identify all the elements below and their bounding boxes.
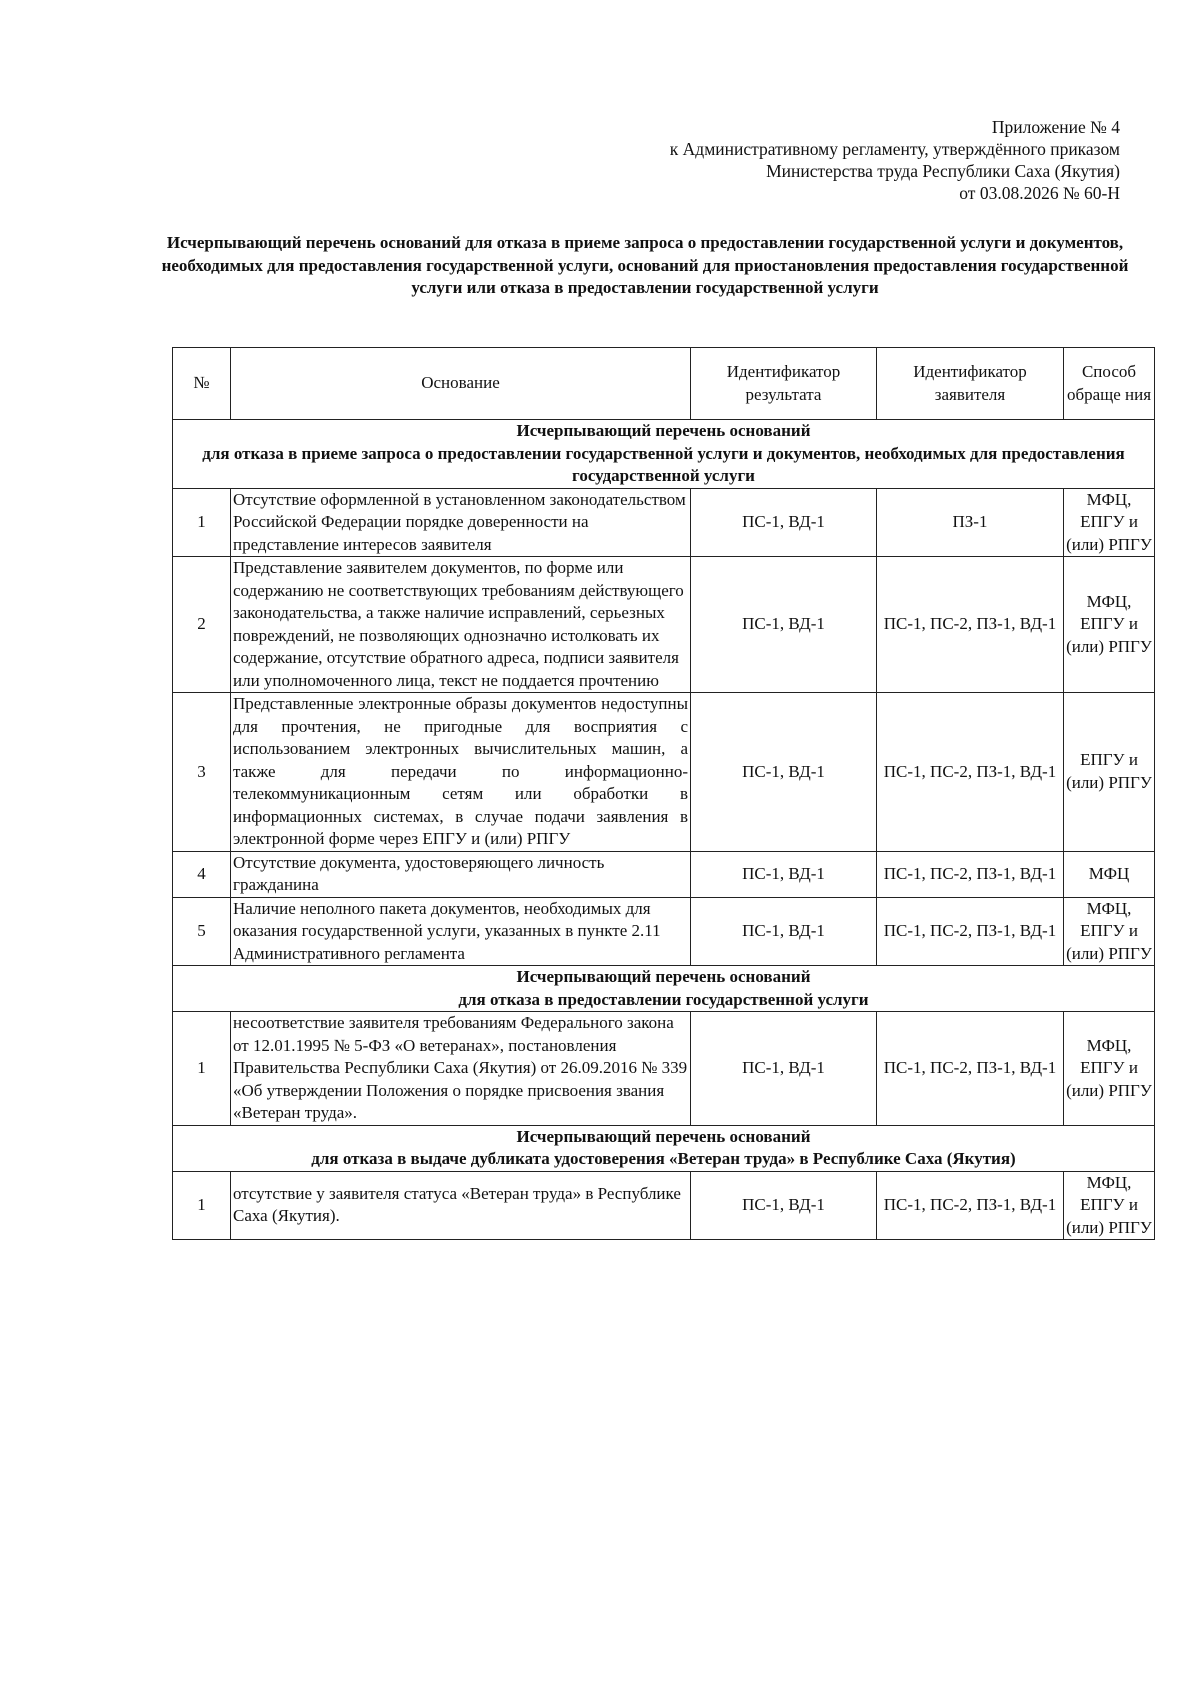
row-basis: отсутствие у заявителя статуса «Ветеран труда» в Республике Саха (Якутия). (231, 1171, 691, 1240)
section-heading-row (173, 420, 1155, 489)
section-heading-subline: для отказа в предоставлении государственной услуги (458, 989, 869, 1009)
row-basis: Наличие неполного пакета документов, необходимых для оказания государственной услуги, указанных в пункте 2.11 Административного регламента (231, 897, 691, 966)
row-result-id: ПС-1, ВД-1 (691, 897, 877, 966)
section-heading-line: Исчерпывающий перечень оснований (516, 1126, 811, 1146)
section-heading-subline: для отказа в приеме запроса о предоставлении государственной услуги и документов, необходимых для предоставления государственной услуги (202, 443, 1125, 485)
header-result-id: Идентификатор результата (691, 348, 877, 420)
section-heading (173, 1125, 1155, 1171)
appendix-date: от 03.08.2026 № 60-Н (959, 183, 1120, 203)
row-applicant-id: ПС-1, ПС-2, ПЗ-1, ВД-1 (877, 1171, 1064, 1240)
row-method: МФЦ, ЕПГУ и (или) РПГУ (1064, 897, 1155, 966)
row-method: МФЦ, ЕПГУ и (или) РПГУ (1064, 1012, 1155, 1126)
row-result-id: ПС-1, ВД-1 (691, 1171, 877, 1240)
row-applicant-id: ПС-1, ПС-2, ПЗ-1, ВД-1 (877, 693, 1064, 852)
row-num: 3 (173, 693, 231, 852)
row-result-id: ПС-1, ВД-1 (691, 557, 877, 693)
table-row (173, 693, 1155, 852)
row-applicant-id: ПС-1, ПС-2, ПЗ-1, ВД-1 (877, 897, 1064, 966)
row-result-id: ПС-1, ВД-1 (691, 488, 877, 557)
row-method: МФЦ, ЕПГУ и (или) РПГУ (1064, 557, 1155, 693)
table-row (173, 897, 1155, 966)
appendix-number: Приложение № 4 (991, 117, 1120, 137)
section-heading-line: Исчерпывающий перечень оснований (516, 967, 811, 986)
appendix-regulation: к Административному регламенту, утверждённого приказом (669, 139, 1120, 159)
row-method: ЕПГУ и (или) РПГУ (1064, 693, 1155, 852)
row-num: 4 (173, 851, 231, 897)
row-result-id: ПС-1, ВД-1 (691, 851, 877, 897)
row-basis: Отсутствие оформленной в установленном законодательством Российской Федерации порядке доверенности на представление интересов заявителя (231, 488, 691, 557)
header-num: № (173, 348, 231, 420)
appendix-ministry: Министерства труда Республики Саха (Якутия) (766, 161, 1120, 181)
row-method: МФЦ, ЕПГУ и (или) РПГУ (1064, 1171, 1155, 1240)
table-row (173, 851, 1155, 897)
row-method: МФЦ, ЕПГУ и (или) РПГУ (1064, 488, 1155, 557)
appendix-header (670, 116, 1120, 204)
header-basis: Основание (231, 348, 691, 420)
header-applicant-id: Идентификатор заявителя (877, 348, 1064, 420)
section-heading-subline: для отказа в выдаче дубликата удостоверения «Ветеран труда» в Республике Саха (Якутия) (311, 1149, 1016, 1168)
table-row (173, 1171, 1155, 1240)
row-applicant-id: ПС-1, ПС-2, ПЗ-1, ВД-1 (877, 1012, 1064, 1126)
table-row (173, 557, 1155, 693)
row-basis: Представление заявителем документов, по форме или содержанию не соответствующих требованиям действующего законодательства, а также наличие исправлений, серьезных повреждений, не позволяющих однозначно истолковать их содержание, отсутствие обратного адреса, подписи заявителя или уполномоченного лица, текст не поддается прочтению (231, 557, 691, 693)
row-basis: Представленные электронные образы документов недоступны для прочтения, не пригодные для восприятия с использованием электронных вычислительных машин, а также для передачи по информационно-телекоммуникационным сетям или обработки в информационных системах, в случае подачи заявления в электронной форме через ЕПГУ и (или) РПГУ (231, 693, 691, 852)
row-num: 1 (173, 488, 231, 557)
header-method: Способ обраще ния (1064, 348, 1155, 420)
row-applicant-id: ПС-1, ПС-2, ПЗ-1, ВД-1 (877, 557, 1064, 693)
row-result-id: ПС-1, ВД-1 (691, 693, 877, 852)
table-row (173, 1012, 1155, 1126)
row-num: 1 (173, 1012, 231, 1126)
table-header-row (173, 348, 1155, 420)
row-num: 1 (173, 1171, 231, 1240)
section-heading-line: Исчерпывающий перечень оснований (516, 421, 811, 440)
row-result-id: ПС-1, ВД-1 (691, 1012, 877, 1126)
section-heading (173, 420, 1155, 489)
row-basis: несоответствие заявителя требованиям Федерального закона от 12.01.1995 № 5-ФЗ «О ветеранах», постановления Правительства Республики Саха (Якутия) от 26.09.2016 № 339 «Об утверждении Положения о порядке присвоения звания «Ветеран труда». (231, 1012, 691, 1126)
section-heading (173, 966, 1155, 1012)
section-heading-row (173, 966, 1155, 1012)
grounds-table (172, 347, 1155, 1240)
row-applicant-id: ПС-1, ПС-2, ПЗ-1, ВД-1 (877, 851, 1064, 897)
row-applicant-id: ПЗ-1 (877, 488, 1064, 557)
document-title: Исчерпывающий перечень оснований для отказа в приеме запроса о предоставлении государственной услуги и документов, необходимых для предоставления государственной услуги, оснований для приостановления предоставления государственной услуги или отказа в предоставлении государственной услуги (161, 233, 1129, 297)
row-num: 2 (173, 557, 231, 693)
row-num: 5 (173, 897, 231, 966)
row-method: МФЦ (1064, 851, 1155, 897)
table-row (173, 488, 1155, 557)
row-basis: Отсутствие документа, удостоверяющего личность гражданина (231, 851, 691, 897)
section-heading-row (173, 1125, 1155, 1171)
